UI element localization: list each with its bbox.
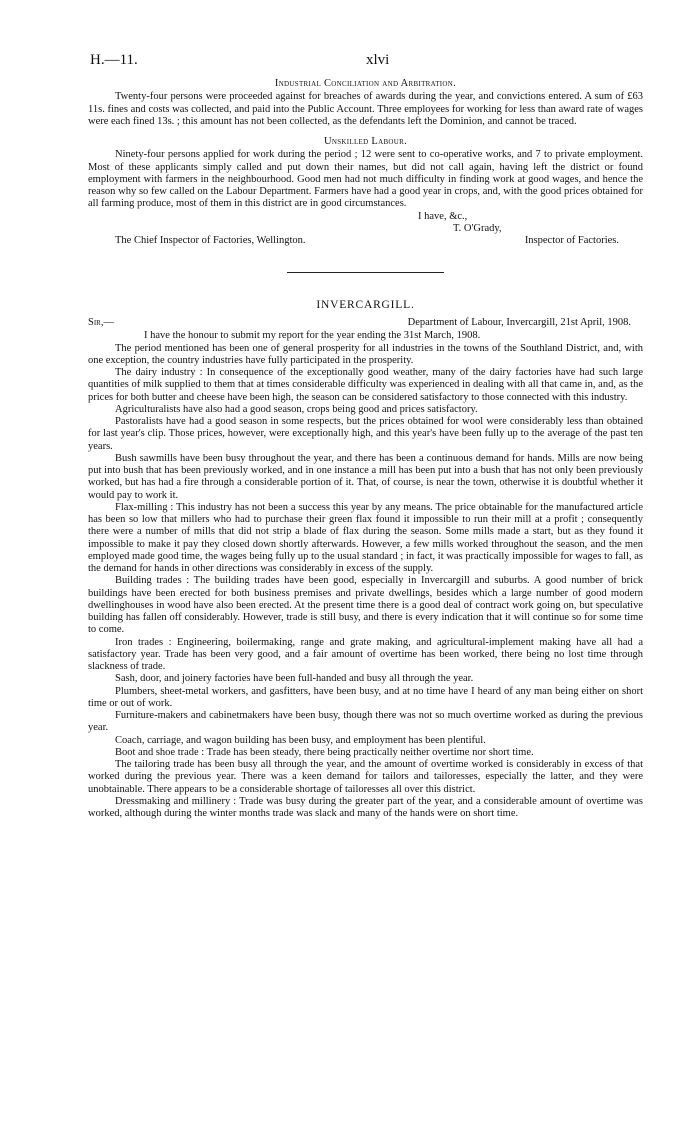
page-header xyxy=(90,52,622,72)
report-paragraph: Pastoralists have had a good season in some respects, but the prices obtained for wool were considerably less than obtained for last year's clip. Those prices, however, were exceptionally high, and this year's have been fully up to the average of the past ten years. xyxy=(88,416,643,452)
page-number: xlvi xyxy=(366,52,390,68)
section-heading-unskilled-labour: Unskilled Labour. xyxy=(323,136,408,147)
document-reference: H.—11. xyxy=(90,52,138,68)
report-paragraph: Bush sawmills have been busy throughout the year, and there has been a continuous demand for hands. Mills are now being put into bush that has been previously worked, and in one instance a mill has been put into a bush that has not only been previously worked, but has had a fire through a considerable portion of it. That, of course, is near the town, otherwise it is doubtful whether it would pay to work it. xyxy=(88,452,643,501)
section-divider xyxy=(287,272,444,273)
report-paragraph: Sash, door, and joinery factories have been full-handed and busy all through the year. xyxy=(115,673,474,685)
addressee: The Chief Inspector of Factories, Wellington. xyxy=(115,235,306,246)
report-paragraph: Coach, carriage, and wagon building has been busy, and employment has been plentiful. xyxy=(115,734,486,746)
report-city-heading: INVERCARGILL. xyxy=(316,299,415,311)
report-paragraph: Agriculturalists have also had a good season, crops being good and prices satisfactory. xyxy=(115,403,478,415)
report-paragraph: Flax-milling : This industry has not been a success this year by any means. The price obtainable for the manufactured article has been so low that millers who had to purchase their green flax found it impossible to run their mill at a profit ; consequently there were a number of mills that did not strip a blade of flax during the season. Some mills made a start, but as they found it impossible to make it pay they closed down shortly afterwards. However, a few mills worked throughout the season, and the men employed made good time, the wages being fully up to the usual standard ; in fact, it was practically impossible for wages to fall, as the demand for hands in other directions was considerably in excess of the supply. xyxy=(88,501,643,574)
closing-phrase: I have, &c., xyxy=(418,210,468,222)
conciliation-paragraph: Twenty-four persons were proceeded against for breaches of awards during the year, and convictions entered. A sum of £63 11s. fines and costs was collected, and paid into the Public Account. Three employees for working for less than award rate of wages were each fined 13s. ; this amount has not been collected, as the defendants left the Dominion, and cannot be traced. xyxy=(88,91,643,127)
salutation-line xyxy=(88,317,643,330)
report-paragraph: Iron trades : Engineering, boilermaking, range and grate making, and agricultural-implement making have all had a satisfactory year. Trade has been very good, and a fair amount of overtime has been worked, there being no lost time through slackness of trade. xyxy=(88,636,643,672)
salutation: Sir,— xyxy=(88,317,114,329)
signatory-title: Inspector of Factories. xyxy=(524,235,619,246)
document-body xyxy=(88,78,643,820)
report-paragraph: The tailoring trade has been busy all through the year, and the amount of overtime worked is considerably in excess of that worked during the previous year. There was a keen demand for tailors and tailoresses, especially the latter, and they were unobtainable. There appears to be a considerable shortage of tailoresses all over this district. xyxy=(88,759,643,795)
report-paragraph: Boot and shoe trade : Trade has been steady, there being practically neither overtime nor short time. xyxy=(115,746,534,758)
signature: T. O'Grady, xyxy=(453,222,502,234)
section-heading-conciliation: Industrial Conciliation and Arbitration. xyxy=(274,78,457,89)
unskilled-labour-paragraph: Ninety-four persons applied for work during the period ; 12 were sent to co-operative works, and 7 to private employment. Most of these applicants simply called and put down their names, but did not call again, having left the district or found employment with farmers in the neighbourhood. Good men had not much difficulty in finding work at good wages, and hence the reason why so few called on the Labour Department. Farmers have had a good year in crops, and, with the good prices obtained for all farming produce, most of them in this district are in good circumstances. xyxy=(88,149,643,210)
report-paragraph: Plumbers, sheet-metal workers, and gasfitters, have been busy, and at no time have I heard of any man being either on short time or out of work. xyxy=(88,685,643,709)
report-paragraph: Furniture-makers and cabinetmakers have been busy, though there was not so much overtime worked as during the previous year. xyxy=(88,710,643,734)
report-paragraph: Building trades : The building trades have been good, especially in Invercargill and suburbs. A good number of brick buildings have been erected for both business premises and private dwellings, besides which a large number of good modern dwellinghouses in wood have also been erected. At the present time there is a good deal of contract work going on, but speculative building has fallen off considerably. However, trade is still busy, and there is every indication that it will continue so for some time to come. xyxy=(88,575,643,636)
addressee-line xyxy=(88,235,643,248)
dateline: Department of Labour, Invercargill, 21st April, 1908. xyxy=(407,317,631,329)
report-paragraph: Dressmaking and millinery : Trade was busy during the greater part of the year, and a considerable amount of overtime was worked, although during the winter months trade was slack and many of the hands were on short time. xyxy=(88,795,643,819)
report-paragraph: The dairy industry : In consequence of the exceptionally good weather, many of the dairy factories have had such large quantities of milk supplied to them that at times considerable difficulty was experienced in dealing with all that came in, and, as the prices for both butter and cheese have been high, the season can be considered satisfactory to those connected with this industry. xyxy=(88,367,643,403)
report-paragraph: I have the honour to submit my report for the year ending the 31st March, 1908. xyxy=(144,330,481,342)
report-paragraph: The period mentioned has been one of general prosperity for all industries in the towns of the Southland District, and, with one exception, the country industries have fully participated in the prosperity. xyxy=(88,342,643,366)
